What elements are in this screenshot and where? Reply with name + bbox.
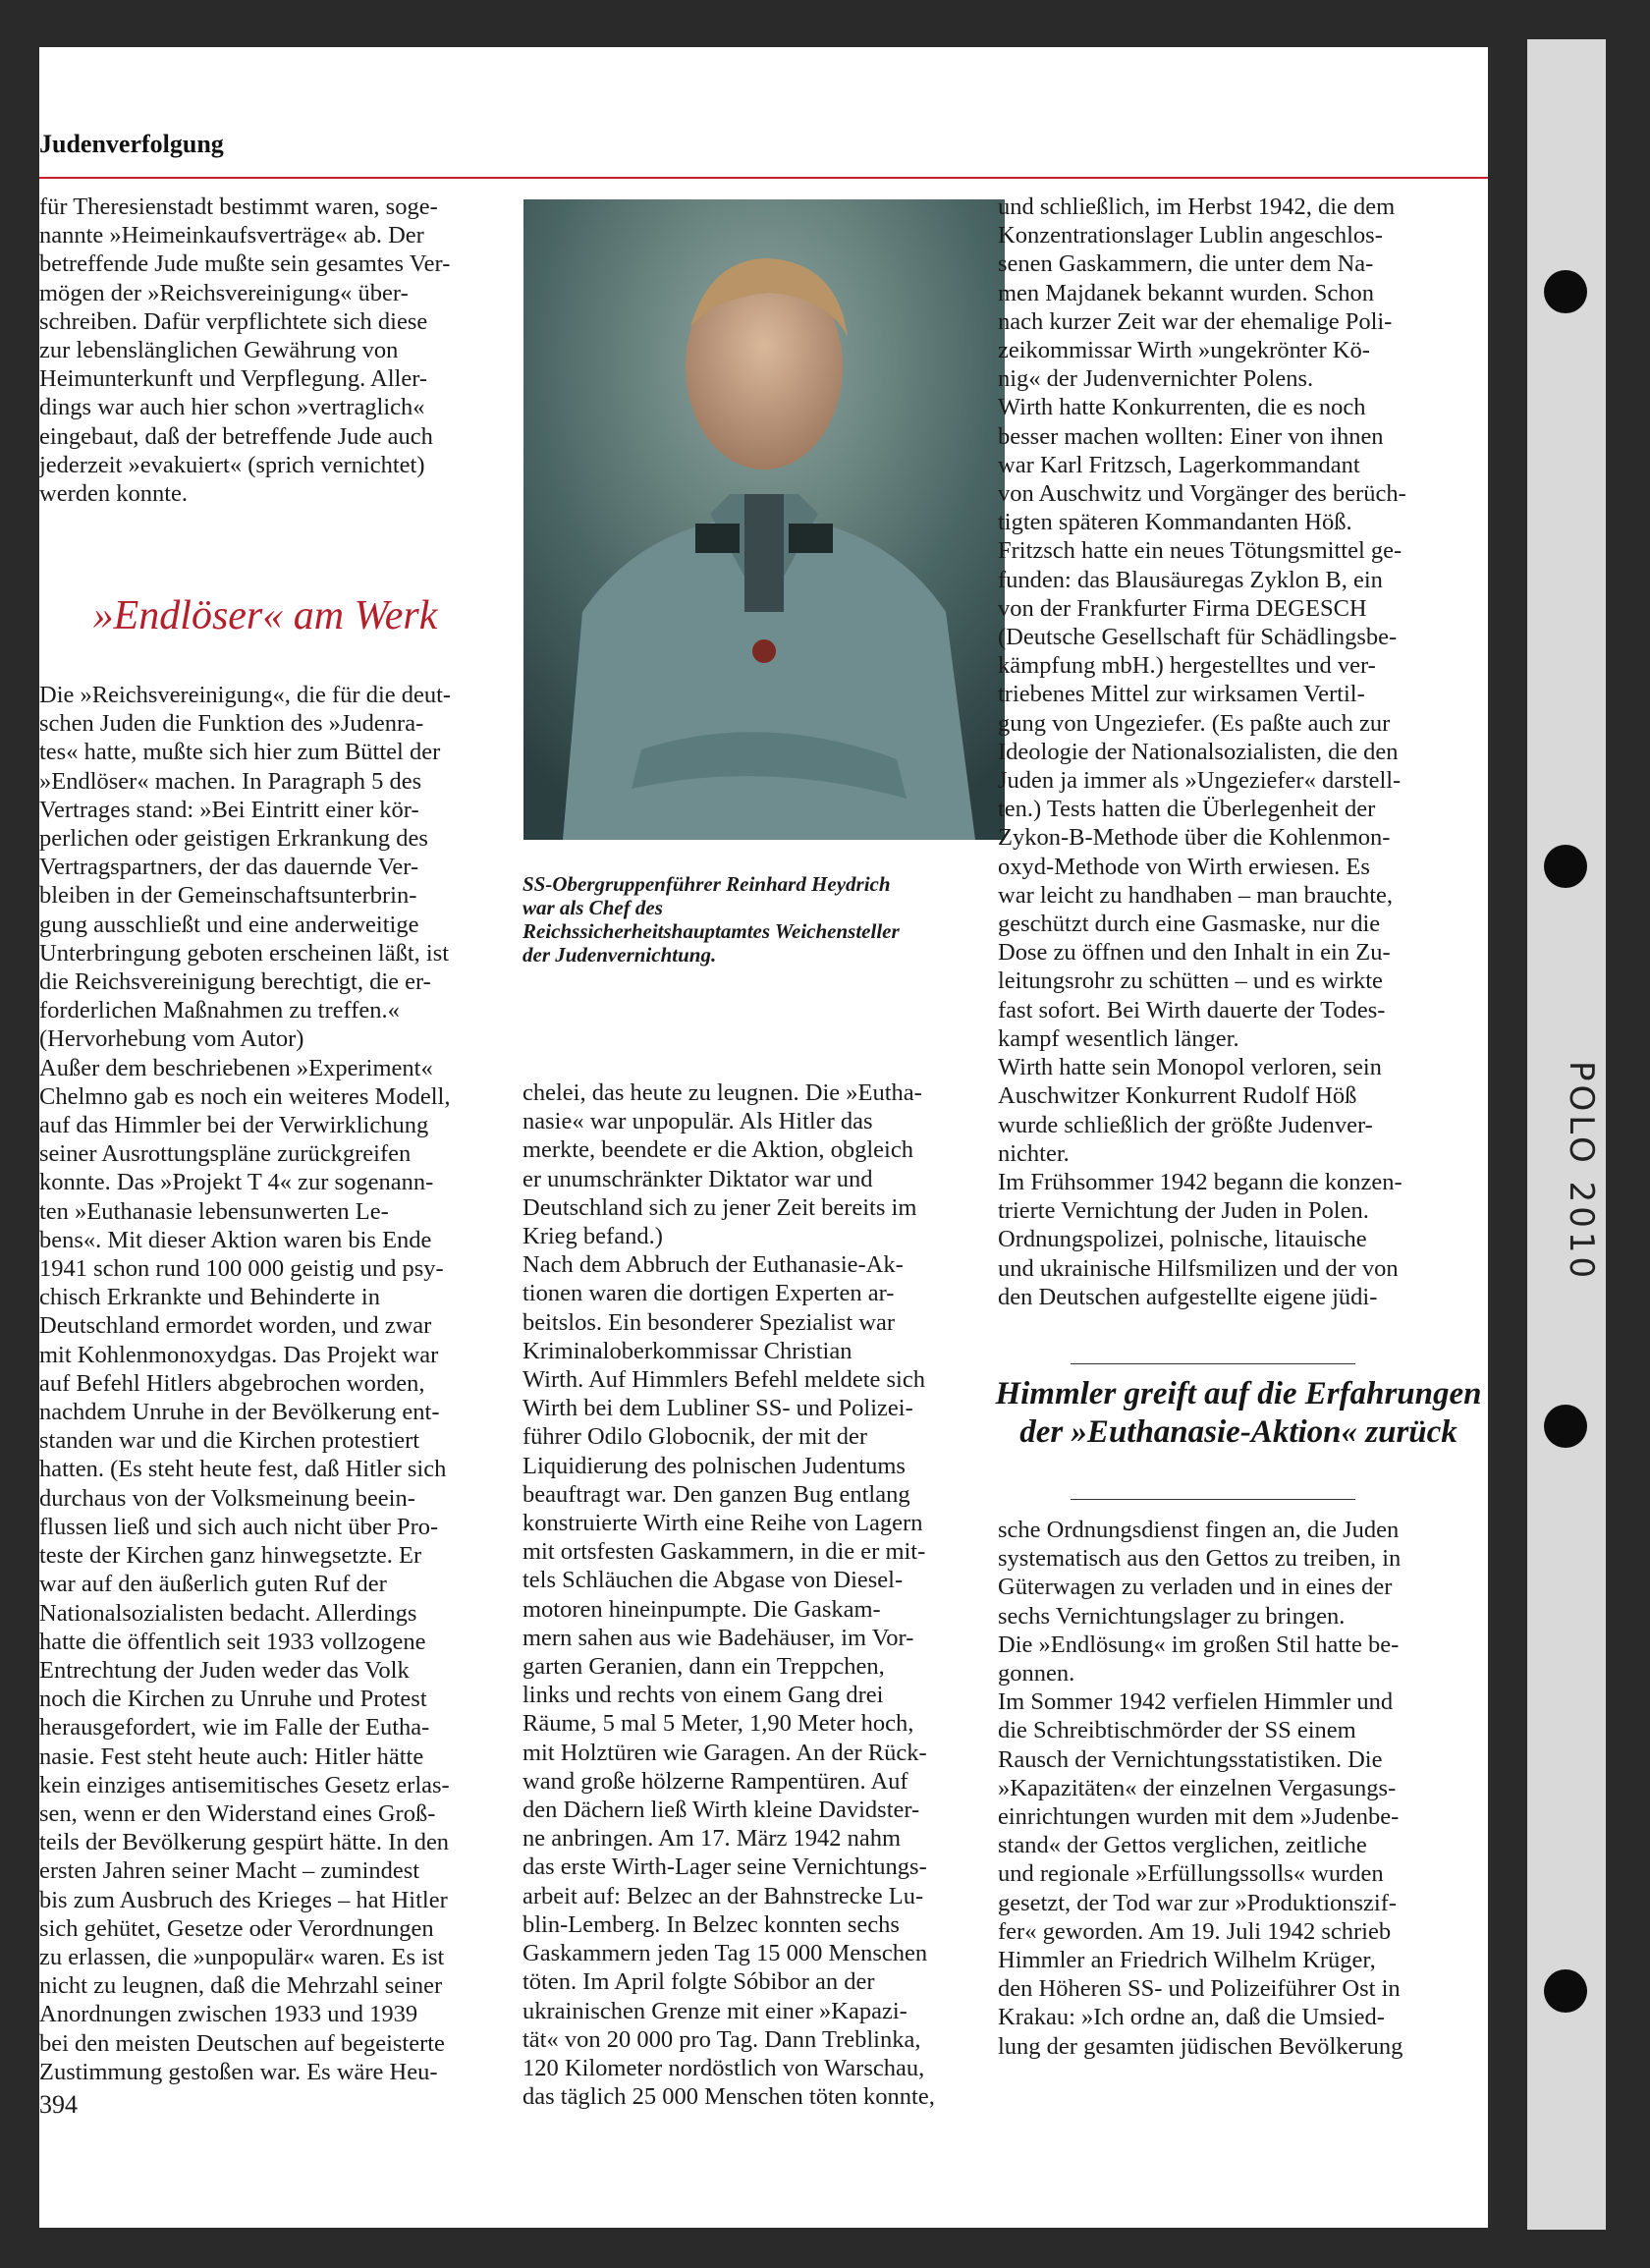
photo-caption: SS-Obergruppenführer Reinhard Heydrich war als Chef des Reichssicherheitshauptamtes Weichensteller der Judenvernichtung.: [522, 872, 900, 967]
text-line: perlichen oder geistigen Erkrankung des: [39, 825, 428, 853]
text-line: war auf den äußerlich guten Ruf der: [39, 1571, 387, 1598]
text-line: teste der Kirchen ganz hinwegsetzte. Er: [39, 1542, 422, 1570]
text-line: von Auschwitz und Vorgänger des berüch-: [998, 480, 1406, 508]
column-1-bottom: [39, 681, 491, 2086]
text-line: schen Juden die Funktion des »Judenra-: [39, 710, 424, 738]
text-line: und regionale »Erfüllungssolls« wurden: [998, 1860, 1384, 1888]
text-line: von der Frankfurter Firma DEGESCH: [998, 594, 1367, 622]
text-line: mern sahen aus wie Badehäuser, im Vor-: [522, 1624, 914, 1651]
text-line: betreffende Jude mußte sein gesamtes Ver-: [39, 250, 451, 278]
text-line: nig« der Judenvernichter Polens.: [998, 365, 1314, 393]
text-line: »Endlöser« machen. In Paragraph 5 des: [39, 767, 422, 795]
text-line: sche Ordnungsdienst fingen an, die Juden: [998, 1517, 1400, 1543]
text-line: trierte Vernichtung der Juden in Polen.: [998, 1197, 1369, 1225]
text-line: nasie. Fest steht heute auch: Hitler hätte: [39, 1742, 424, 1770]
text-line: Rausch der Vernichtungsstatistiken. Die: [998, 1745, 1383, 1773]
text-line: nannte »Heimeinkaufsverträge« ab. Der: [39, 222, 424, 249]
text-line: systematisch aus den Gettos zu treiben, in: [998, 1545, 1402, 1573]
text-line: ersten Jahren seiner Macht – zumindest: [39, 1857, 420, 1885]
text-line: Himmler an Friedrich Wilhelm Krüger,: [998, 1947, 1376, 1974]
text-line: Ideologie der Nationalsozialisten, die den: [998, 738, 1399, 765]
text-line: lung der gesamten jüdischen Bevölkerung: [998, 2032, 1403, 2060]
text-line: jederzeit »evakuiert« (sprich vernichtet): [39, 451, 425, 478]
text-line: bens«. Mit dieser Aktion waren bis Ende: [39, 1226, 432, 1253]
text-line: töten. Im April folgte Sóbibor an der: [522, 1968, 875, 1996]
text-line: mit Holztüren wie Garagen. An der Rück-: [522, 1739, 927, 1766]
text-line: arbeit auf: Belzec an der Bahnstrecke Lu-: [522, 1882, 924, 1909]
text-line: seiner Ausrottungspläne zurückgreifen: [39, 1140, 412, 1168]
punch-hole: [1544, 1405, 1587, 1448]
text-line: merkte, beendete er die Aktion, obgleich: [522, 1136, 913, 1164]
text-line: den Höheren SS- und Polizeiführer Ost in: [998, 1975, 1401, 2003]
column-1-top: [39, 193, 491, 508]
text-line: Im Sommer 1942 verfielen Himmler und: [998, 1688, 1394, 1716]
text-line: motoren hineinpumpte. Die Gaskam-: [522, 1595, 881, 1623]
text-line: Unterbringung geboten erscheinen läßt, ist: [39, 939, 450, 967]
text-line: Fritzsch hatte ein neues Tötungsmittel ge-: [998, 537, 1402, 565]
text-line: war Karl Fritzsch, Lagerkommandant: [998, 451, 1360, 478]
text-line: durchaus von der Volksmeinung beein-: [39, 1484, 415, 1512]
text-line: und ukrainische Hilfsmilizen und der von: [998, 1254, 1399, 1282]
text-line: Entrechtung der Juden weder das Volk: [39, 1656, 410, 1684]
text-line: den Dächern ließ Wirth kleine Davidster-: [522, 1797, 920, 1824]
portrait-illustration: [523, 199, 1005, 840]
text-line: Die »Reichsvereinigung«, die für die deut-: [39, 682, 452, 708]
subheading-rule-top: [1071, 1363, 1355, 1364]
text-line: Deutschland ermordet worden, und zwar: [39, 1312, 432, 1340]
text-line: Im Frühsommer 1942 begann die konzen-: [998, 1168, 1402, 1195]
text-line: wand große hölzerne Rampentüren. Auf: [522, 1767, 908, 1795]
text-line: Heimunterkunft und Verpflegung. Aller-: [39, 365, 428, 393]
text-line: noch die Kirchen zu Unruhe und Protest: [39, 1686, 427, 1713]
text-line: ukrainischen Grenze mit einer »Kapazi-: [522, 1997, 908, 2024]
text-line: nichter.: [998, 1139, 1070, 1167]
text-line: Vertragspartners, der das dauernde Ver-: [39, 854, 419, 881]
text-line: tes« hatte, mußte sich hier zum Büttel der: [39, 739, 441, 766]
portrait-photo: [523, 199, 1005, 840]
text-line: Wirth hatte Konkurrenten, die es noch: [998, 394, 1366, 421]
text-line: Juden ja immer als »Ungeziefer« darstell-: [998, 767, 1402, 795]
text-line: einrichtungen wurden mit dem »Judenbe-: [998, 1803, 1400, 1831]
text-line: stand« der Gettos verglichen, zeitliche: [998, 1832, 1367, 1859]
text-line: bis zum Ausbruch des Krieges – hat Hitler: [39, 1886, 448, 1913]
text-line: hatten. (Es steht heute fest, daß Hitler sich: [39, 1456, 447, 1483]
text-line: fast sofort. Bei Wirth dauerte der Todes-: [998, 996, 1386, 1023]
text-line: Wirth hatte sein Monopol verloren, sein: [998, 1054, 1382, 1081]
text-line: für Theresienstadt bestimmt waren, soge-: [39, 194, 438, 220]
punch-hole: [1544, 1969, 1587, 2013]
text-line: konnte. Das »Projekt T 4« zur sogenann-: [39, 1169, 434, 1196]
text-line: teils der Bevölkerung gespürt hätte. In den: [39, 1829, 450, 1856]
text-line: nachdem Unruhe in der Bevölkerung ent-: [39, 1399, 440, 1426]
text-line: mit ortsfesten Gaskammern, in die er mit-: [522, 1538, 926, 1566]
text-line: beauftragt war. Den ganzen Bug entlang: [522, 1480, 910, 1508]
text-line: gesetzt, der Tod war zur »Produktionszif-: [998, 1889, 1398, 1916]
text-line: (Hervorhebung vom Autor): [39, 1025, 304, 1053]
text-line: ne anbringen. Am 17. März 1942 nahm: [522, 1825, 902, 1853]
text-line: blin-Lemberg. In Belzec konnten sechs: [522, 1910, 900, 1938]
text-line: Nach dem Abbruch der Euthanasie-Ak-: [522, 1251, 904, 1279]
text-line: führer Odilo Globocnik, der mit der: [522, 1423, 868, 1451]
text-line: standen war und die Kirchen protestiert: [39, 1427, 420, 1455]
text-line: flussen ließ und sich auch nicht über Pro-: [39, 1513, 439, 1540]
text-line: Kriminaloberkommissar Christian: [522, 1337, 852, 1364]
text-line: schreiben. Dafür verpflichtete sich diese: [39, 307, 428, 335]
text-line: auf Befehl Hitlers abgebrochen worden,: [39, 1369, 425, 1397]
text-line: bleiben in der Gemeinschaftsunterbrin-: [39, 882, 417, 910]
text-line: senen Gaskammern, die unter dem Na-: [998, 250, 1374, 278]
magazine-page: [39, 47, 1488, 2228]
text-line: ten.) Tests hatten die Überlegenheit der: [998, 796, 1376, 823]
text-line: die Reichsvereinigung berechtigt, die er-: [39, 968, 431, 996]
text-line: Nationalsozialisten bedacht. Allerdings: [39, 1599, 417, 1627]
text-line: Anordnungen zwischen 1933 und 1939: [39, 2001, 418, 2028]
text-line: garten Geranien, dann ein Treppchen,: [522, 1653, 885, 1681]
text-line: Zykon-B-Methode über die Kohlenmon-: [998, 824, 1391, 852]
text-line: werden konnte.: [39, 480, 189, 508]
page-header: [39, 118, 1488, 179]
text-line: Wirth. Auf Himmlers Befehl meldete sich: [522, 1366, 925, 1394]
text-line: chisch Erkrankte und Behinderte in: [39, 1284, 380, 1311]
text-line: besser machen wollten: Einer von ihnen: [998, 422, 1384, 450]
text-line: tät« von 20 000 pro Tag. Dann Treblinka,: [522, 2025, 921, 2053]
text-line: kämpfung mbH.) hergestelltes und ver-: [998, 652, 1376, 680]
text-line: triebenes Mittel zur wirksamen Vertil-: [998, 681, 1365, 708]
text-line: Außer dem beschriebenen »Experiment«: [39, 1054, 433, 1081]
text-line: nicht zu leugnen, daß die Mehrzahl seiner: [39, 1972, 443, 2000]
text-line: links und rechts von einem Gang drei: [522, 1682, 884, 1709]
text-line: Deutschland sich zu jener Zeit bereits im: [522, 1193, 917, 1221]
text-line: sich gehütet, Gesetze oder Verordnungen: [39, 1914, 434, 1942]
text-line: 120 Kilometer nordöstlich von Warschau,: [522, 2054, 925, 2081]
text-line: gonnen.: [998, 1660, 1075, 1687]
text-line: Konzentrationslager Lublin angeschlos-: [998, 222, 1383, 249]
text-line: Krieg befand.): [522, 1223, 663, 1250]
text-line: gung ausschließt und eine anderweitige: [39, 911, 419, 938]
text-line: nach kurzer Zeit war der ehemalige Poli-: [998, 307, 1393, 335]
text-line: Krakau: »Ich ordne an, daß die Umsied-: [998, 2004, 1385, 2031]
text-line: gung von Ungeziefer. (Es paßte auch zur: [998, 709, 1391, 737]
text-line: das erste Wirth-Lager seine Vernichtungs-: [522, 1853, 927, 1881]
text-line: Auschwitzer Konkurrent Rudolf Höß: [998, 1082, 1357, 1110]
text-line: mit Kohlenmonoxydgas. Das Projekt war: [39, 1341, 439, 1368]
text-line: zeikommissar Wirth »ungekrönter Kö-: [998, 337, 1370, 364]
subheading-endloeser: »Endlöser« am Werk: [92, 593, 438, 638]
text-line: herausgefordert, wie im Falle der Eutha-: [39, 1714, 430, 1742]
column-3-bottom: [998, 1516, 1484, 2061]
sleeve-brand: POLO 2010: [1562, 1061, 1601, 1283]
text-line: wurde schließlich der größte Judenver-: [998, 1111, 1373, 1138]
text-line: eingebaut, daß der betreffende Jude auch: [39, 422, 433, 450]
text-line: das täglich 25 000 Menschen töten konnte,: [522, 2083, 935, 2111]
text-line: mögen der »Reichsvereinigung« über-: [39, 279, 409, 306]
text-line: zur lebenslänglichen Gewährung von: [39, 337, 399, 364]
punch-hole: [1544, 270, 1587, 313]
text-line: sechs Vernichtungslager zu bringen.: [998, 1602, 1346, 1630]
text-line: ten »Euthanasie lebensunwerten Le-: [39, 1197, 389, 1225]
punch-hole: [1544, 845, 1587, 888]
text-line: »Kapazitäten« der einzelnen Vergasungs-: [998, 1774, 1397, 1801]
text-line: tionen waren die dortigen Experten ar-: [522, 1280, 895, 1307]
text-line: und schließlich, im Herbst 1942, die dem: [998, 194, 1396, 220]
text-line: kein einziges antisemitisches Gesetz erlas-: [39, 1771, 450, 1798]
text-line: den Deutschen aufgestellte eigene jüdi-: [998, 1283, 1378, 1310]
text-line: Vertrages stand: »Bei Eintritt einer kör-: [39, 796, 419, 823]
text-line: auf das Himmler bei der Verwirklichung: [39, 1112, 429, 1139]
text-line: 1941 schon rund 100 000 geistig und psy-: [39, 1255, 444, 1283]
column-3-top: [998, 193, 1484, 1311]
text-line: Liquidierung des polnischen Judentums: [522, 1452, 906, 1479]
subheading-rule-bottom: [1071, 1499, 1355, 1500]
text-line: nasie« war unpopulär. Als Hitler das: [522, 1108, 873, 1135]
text-line: sen, wenn er den Widerstand eines Groß-: [39, 1799, 436, 1827]
text-line: hatte die öffentlich seit 1933 vollzogene: [39, 1628, 426, 1655]
text-line: zu erlassen, die »unpopulär« waren. Es ist: [39, 1943, 445, 1970]
text-line: geschützt durch eine Gasmaske, nur die: [998, 911, 1381, 938]
text-line: Die »Endlösung« im großen Stil hatte be-: [998, 1631, 1400, 1658]
text-line: forderlichen Maßnahmen zu treffen.«: [39, 997, 400, 1024]
text-line: er unumschränkter Diktator war und: [522, 1165, 873, 1192]
text-line: dings war auch hier schon »vertraglich«: [39, 394, 425, 421]
text-line: Gaskammern jeden Tag 15 000 Menschen: [522, 1940, 928, 1967]
text-line: chelei, das heute zu leugnen. Die »Eutha-: [522, 1079, 922, 1106]
text-line: Chelmno gab es noch ein weiteres Modell,: [39, 1082, 451, 1110]
page-number: 394: [39, 2090, 78, 2119]
text-line: funden: das Blausäuregas Zyklon B, ein: [998, 566, 1383, 593]
text-line: tigten späteren Kommandanten Höß.: [998, 509, 1352, 536]
text-line: beitslos. Ein besonderer Spezialist war: [522, 1308, 895, 1336]
text-line: (Deutsche Gesellschaft für Schädlingsbe-: [998, 624, 1398, 651]
text-line: leitungsrohr zu schütten – und es wirkte: [998, 968, 1383, 995]
text-line: Güterwagen zu verladen und in eines der: [998, 1574, 1393, 1601]
text-line: Zustimmung gestoßen war. Es wäre Heu-: [39, 2058, 438, 2085]
text-line: tels Schläuchen die Abgase von Diesel-: [522, 1567, 904, 1594]
subheading-himmler: Himmler greift auf die Erfahrungen der »Euthanasie-Aktion« zurück: [995, 1376, 1482, 1450]
section-title: Judenverfolgung: [39, 130, 224, 158]
text-line: Wirth bei dem Lubliner SS- und Polizei-: [522, 1395, 913, 1422]
text-line: kampf wesentlich länger.: [998, 1024, 1239, 1052]
text-line: Räume, 5 mal 5 Meter, 1,90 Meter hoch,: [522, 1710, 914, 1738]
text-line: fer« geworden. Am 19. Juli 1942 schrieb: [998, 1917, 1392, 1945]
text-line: Dose zu öffnen und den Inhalt in ein Zu-: [998, 939, 1391, 967]
text-line: oxyd-Methode von Wirth erwiesen. Es: [998, 853, 1370, 880]
text-line: die Schreibtischmörder der SS einem: [998, 1717, 1356, 1744]
text-line: Ordnungspolizei, polnische, litauische: [998, 1226, 1367, 1253]
text-line: bei den meisten Deutschen auf begeisterte: [39, 2029, 445, 2057]
column-2: [522, 1079, 1004, 2111]
text-line: war leicht zu handhaben – man brauchte,: [998, 881, 1394, 909]
text-line: men Majdanek bekannt wurden. Schon: [998, 279, 1375, 306]
text-line: konstruierte Wirth eine Reihe von Lagern: [522, 1510, 923, 1537]
